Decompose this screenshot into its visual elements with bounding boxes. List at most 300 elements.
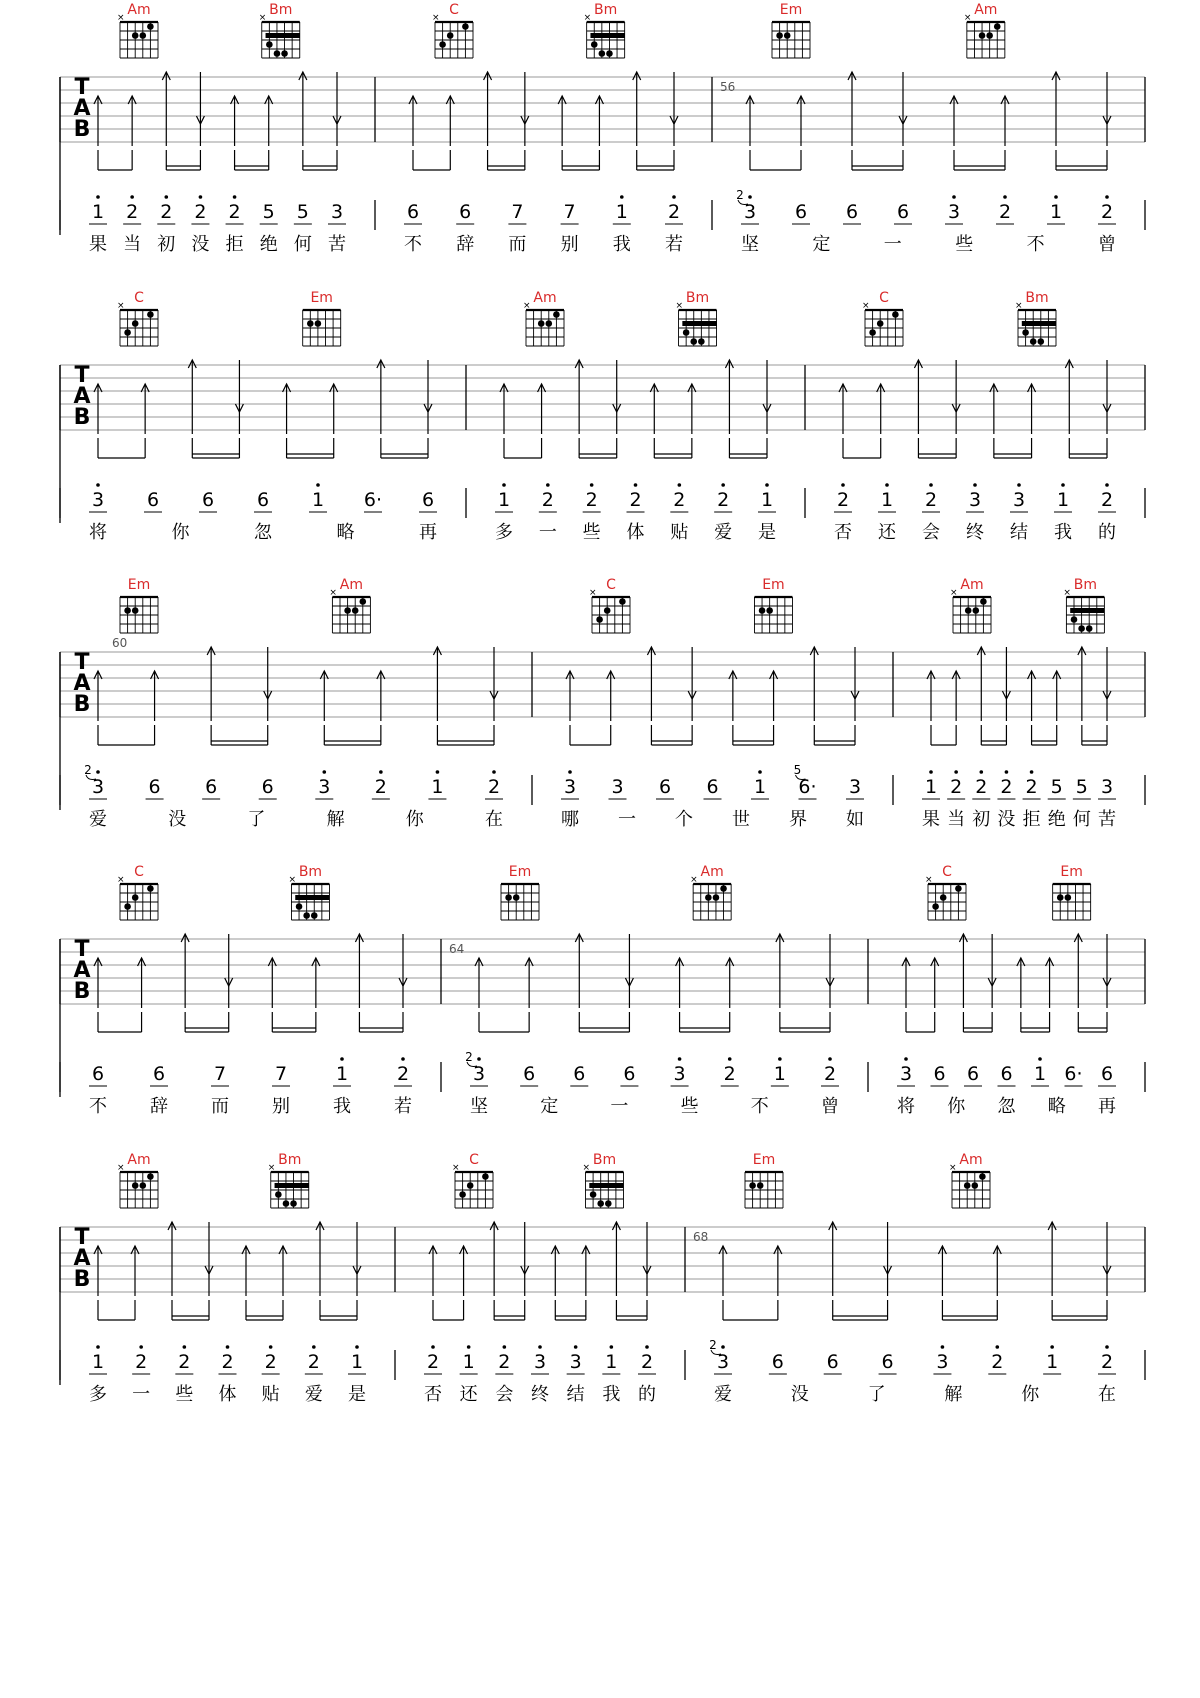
- chord-name: Bm: [1073, 577, 1098, 593]
- jianpu-note: [922, 483, 940, 512]
- jianpu-note: [254, 489, 272, 512]
- system-svg: [0, 0, 1200, 300]
- lyric-char: 坚: [470, 1096, 488, 1117]
- note-number: 6: [658, 776, 672, 798]
- jianpu-note: [428, 770, 446, 799]
- note-number: 1: [1056, 489, 1070, 511]
- note-number: 6: [152, 1063, 166, 1085]
- jianpu-note: [404, 201, 422, 224]
- jianpu-note: [671, 1057, 689, 1086]
- lyric-char: 世: [732, 809, 750, 830]
- strum-down-arrow-icon: [1103, 72, 1111, 146]
- chord-name: C: [879, 290, 889, 306]
- lyric-char: 解: [944, 1384, 963, 1405]
- system-svg: [0, 288, 1200, 588]
- note-number: 6: [881, 1351, 894, 1373]
- svg-text:×: ×: [267, 1163, 276, 1173]
- svg-text:×: ×: [1015, 301, 1023, 311]
- strum-up-arrow-icon: [977, 647, 985, 721]
- lyric-char: 没: [168, 809, 187, 830]
- strum-up-arrow-icon: [829, 1222, 837, 1296]
- jianpu-note: [89, 195, 107, 224]
- strum-down-arrow-icon: [264, 647, 272, 721]
- chord-name: Am: [960, 577, 984, 593]
- lyric-char: 不: [404, 234, 422, 255]
- jianpu-note: [191, 195, 209, 224]
- lyric-char: 坚: [741, 234, 759, 255]
- note-number: 6: [966, 1063, 980, 1085]
- lyric-char: 在: [1098, 1384, 1116, 1405]
- note-number: 3: [318, 776, 331, 798]
- chord-name: Bm: [685, 290, 710, 306]
- note-number: 6·: [798, 776, 817, 798]
- jianpu-note: [262, 1345, 280, 1374]
- lyric-char: 还: [459, 1384, 478, 1405]
- note-number: 6: [261, 776, 274, 798]
- jianpu-note: [89, 483, 107, 512]
- strum-down-arrow-icon: [490, 647, 498, 721]
- chord-name: Bm: [269, 2, 293, 18]
- lyric-char: 初: [972, 809, 991, 830]
- lyric-char: 一: [538, 522, 557, 543]
- note-number: 3: [673, 1063, 686, 1085]
- jianpu-note: [348, 1345, 366, 1374]
- note-number: 2: [667, 201, 681, 223]
- lyric-char: 爱: [714, 522, 733, 543]
- note-number: 2: [194, 201, 207, 223]
- chord-diagram-bm: [1063, 577, 1104, 633]
- jianpu-note: [1047, 195, 1065, 224]
- note-number: 3: [1100, 776, 1114, 798]
- jianpu-note: [495, 483, 513, 512]
- strum-down-arrow-icon: [353, 1222, 361, 1296]
- strum-down-arrow-icon: [521, 1222, 529, 1296]
- note-number: 6: [826, 1351, 839, 1373]
- note-number: 1: [91, 201, 105, 223]
- note-number: 6: [459, 201, 472, 223]
- note-number: 1: [605, 1351, 618, 1373]
- jianpu-note: [394, 1057, 412, 1086]
- note-number: 1: [924, 776, 938, 798]
- note-number: 3: [472, 1063, 486, 1085]
- lyric-char: 忽: [997, 1096, 1016, 1117]
- jianpu-note: [144, 489, 162, 512]
- note-number: 1: [462, 1351, 475, 1373]
- jianpu-note: [824, 1351, 842, 1374]
- tab-clef-letter: A: [73, 958, 91, 983]
- note-number: 3: [563, 776, 577, 798]
- note-number: 1: [350, 1351, 364, 1373]
- lyric-char: 忽: [254, 522, 272, 543]
- strum-down-arrow-icon: [643, 1222, 651, 1296]
- jianpu-note: [465, 1050, 488, 1086]
- chord-name: Am: [974, 2, 998, 18]
- jianpu-note: [638, 1345, 656, 1374]
- lyric-char: 我: [1054, 522, 1072, 543]
- tab-clef-letter: B: [73, 692, 91, 717]
- note-number: 6: [205, 776, 218, 798]
- lyric-char: 你: [1021, 1384, 1040, 1405]
- svg-text:×: ×: [862, 301, 870, 311]
- jianpu-note: [561, 201, 579, 224]
- chord-diagram-c: [117, 290, 158, 346]
- jianpu-note: [665, 195, 683, 224]
- strum-up-arrow-icon: [776, 934, 784, 1008]
- jianpu-note: [1073, 776, 1091, 799]
- chord-name: Am: [127, 2, 151, 18]
- jianpu-note: [485, 770, 503, 799]
- note-number: 1: [1046, 1351, 1059, 1373]
- svg-text:×: ×: [950, 588, 958, 598]
- note-number: 2: [264, 1351, 277, 1373]
- tab-clef-letter: B: [73, 979, 91, 1004]
- svg-text:×: ×: [582, 1163, 591, 1173]
- chord-name: Am: [339, 577, 364, 593]
- note-number: 2: [836, 489, 850, 511]
- jianpu-note: [1023, 770, 1041, 799]
- strum-down-arrow-icon: [1103, 1222, 1111, 1296]
- lyric-char: 不: [89, 1096, 107, 1117]
- chord-diagram-c: [862, 290, 903, 346]
- note-number: 2: [723, 1063, 736, 1085]
- jianpu-note: [846, 776, 864, 799]
- lyric-char: 将: [897, 1096, 915, 1117]
- tab-clef-letter: A: [73, 671, 91, 696]
- note-number: 6: [933, 1063, 946, 1085]
- lyric-char: 还: [878, 522, 896, 543]
- note-number: 3: [947, 201, 961, 223]
- note-number: 6: [91, 1063, 105, 1085]
- chord-diagram-c: [432, 2, 473, 58]
- note-number: 3: [91, 776, 105, 798]
- lyric-char: 否: [834, 522, 852, 543]
- lyric-char: 再: [1098, 1096, 1116, 1117]
- jianpu-note: [520, 1063, 538, 1086]
- svg-text:×: ×: [523, 301, 531, 311]
- note-number: 1: [880, 489, 894, 511]
- lyric-char: 而: [211, 1096, 229, 1117]
- strum-up-arrow-icon: [647, 647, 655, 721]
- note-number: 2: [673, 489, 686, 511]
- note-number: 3: [569, 1351, 582, 1373]
- jianpu-note: [972, 770, 990, 799]
- grace-note: 2: [465, 1050, 473, 1064]
- svg-text:×: ×: [432, 13, 440, 23]
- note-number: 1: [91, 1351, 105, 1373]
- lyric-char: 爱: [89, 809, 107, 830]
- chord-name: Em: [310, 290, 333, 306]
- jianpu-note: [372, 770, 390, 799]
- note-number: 1: [773, 1063, 786, 1085]
- chord-diagram-em: [1053, 864, 1091, 920]
- note-number: 3: [968, 489, 982, 511]
- note-number: 2: [126, 201, 139, 223]
- jianpu-note: [294, 201, 312, 224]
- jianpu-note: [878, 483, 896, 512]
- jianpu-note: [1043, 1345, 1061, 1374]
- lyric-char: 结: [1010, 522, 1028, 543]
- chord-diagram-em: [745, 1152, 783, 1208]
- note-number: 2: [1000, 776, 1013, 798]
- chord-diagram-em: [303, 290, 341, 346]
- score-system: [0, 575, 1200, 875]
- lyric-char: 贴: [670, 522, 689, 543]
- tab-clef-letter: T: [74, 937, 90, 962]
- lyric-char: 苦: [328, 234, 346, 255]
- strum-down-arrow-icon: [1103, 934, 1111, 1008]
- lyric-char: 一: [883, 234, 902, 255]
- chord-diagram-bm: [268, 1152, 309, 1208]
- jianpu-note: [150, 1063, 168, 1086]
- strum-down-arrow-icon: [851, 647, 859, 721]
- lyric-char: 一: [610, 1096, 629, 1117]
- chord-diagram-bm: [583, 1152, 624, 1208]
- note-number: 7: [563, 201, 576, 223]
- note-number: 3: [899, 1063, 913, 1085]
- note-number: 2: [1100, 489, 1114, 511]
- jianpu-note: [771, 1057, 789, 1086]
- jianpu-note: [1010, 483, 1028, 512]
- strum-up-arrow-icon: [484, 72, 492, 146]
- note-number: 6: [623, 1063, 636, 1085]
- lyric-char: 何: [293, 234, 312, 255]
- score-system: [0, 862, 1200, 1162]
- note-number: 1: [497, 489, 511, 511]
- measure-number: 68: [693, 1230, 709, 1244]
- jianpu-note: [132, 1345, 150, 1374]
- jianpu-note: [272, 1063, 290, 1086]
- note-number: 2: [541, 489, 554, 511]
- chord-name: Bm: [278, 1152, 302, 1168]
- svg-text:×: ×: [258, 13, 267, 23]
- lyric-char: 再: [419, 522, 437, 543]
- lyric-char: 绝: [1047, 809, 1066, 830]
- lyric-char: 爱: [714, 1384, 732, 1405]
- strum-up-arrow-icon: [1065, 360, 1073, 434]
- chord-diagram-am: [329, 577, 370, 633]
- lyric-char: 拒: [1022, 809, 1041, 830]
- note-number: 5: [262, 201, 275, 223]
- note-number: 6: [794, 201, 808, 223]
- note-number: 6: [845, 201, 859, 223]
- lyric-char: 别: [272, 1096, 290, 1117]
- lyric-char: 些: [582, 522, 601, 543]
- chord-diagram-bm: [288, 864, 329, 920]
- jianpu-note: [226, 195, 244, 224]
- chord-diagram-bm: [584, 2, 625, 58]
- note-number: 3: [936, 1351, 949, 1373]
- strum-down-arrow-icon: [884, 1222, 892, 1296]
- strum-up-arrow-icon: [959, 934, 967, 1008]
- lyric-char: 你: [947, 1096, 966, 1117]
- jianpu-note: [89, 1063, 107, 1086]
- note-number: 6: [406, 201, 420, 223]
- lyric-char: 不: [750, 1096, 769, 1117]
- lyric-char: 而: [508, 234, 527, 255]
- jianpu-note: [460, 1345, 478, 1374]
- jianpu-note: [1031, 1057, 1049, 1086]
- chord-name: C: [469, 1152, 479, 1168]
- note-number: 2: [160, 201, 173, 223]
- tab-clef-letter: T: [74, 650, 90, 675]
- strum-down-arrow-icon: [826, 934, 834, 1008]
- tab-clef-letter: B: [73, 117, 91, 142]
- chord-name: Am: [959, 1152, 983, 1168]
- jianpu-note: [175, 1345, 193, 1374]
- jianpu-note: [1048, 776, 1066, 799]
- jianpu-note: [947, 770, 965, 799]
- svg-text:×: ×: [452, 1163, 460, 1173]
- jianpu-note: [794, 763, 817, 799]
- lyric-char: 拒: [225, 234, 244, 255]
- strum-down-arrow-icon: [899, 72, 907, 146]
- strum-up-arrow-icon: [181, 934, 189, 1008]
- lyric-char: 终: [531, 1384, 549, 1405]
- note-number: 1: [753, 776, 767, 798]
- strum-down-arrow-icon: [399, 934, 407, 1008]
- jianpu-note: [561, 770, 579, 799]
- note-number: 1: [760, 489, 774, 511]
- note-number: 3: [1012, 489, 1026, 511]
- strum-up-arrow-icon: [725, 360, 733, 434]
- lyric-char: 果: [89, 234, 107, 255]
- chord-name: Am: [533, 290, 557, 306]
- chord-diagram-am: [949, 1152, 990, 1208]
- jianpu-note: [570, 1063, 588, 1086]
- grace-note: 2: [736, 188, 744, 202]
- lyric-char: 果: [922, 809, 940, 830]
- note-number: 3: [330, 201, 344, 223]
- note-number: 5: [1075, 776, 1088, 798]
- note-number: 6: [421, 489, 435, 511]
- lyric-char: 你: [171, 522, 190, 543]
- jianpu-note: [305, 1345, 323, 1374]
- svg-text:×: ×: [329, 588, 337, 598]
- lyric-char: 贴: [261, 1384, 280, 1405]
- note-number: 2: [228, 201, 241, 223]
- jianpu-note: [567, 1345, 585, 1374]
- note-number: 2: [640, 1351, 654, 1373]
- strum-up-arrow-icon: [1074, 934, 1082, 1008]
- strum-down-arrow-icon: [670, 72, 678, 146]
- strum-up-arrow-icon: [168, 1222, 176, 1296]
- lyric-char: 没: [997, 809, 1016, 830]
- lyric-char: 绝: [259, 234, 278, 255]
- tab-clef-letter: B: [73, 1267, 91, 1292]
- jianpu-note: [945, 195, 963, 224]
- jianpu-note: [769, 1351, 787, 1374]
- chord-name: Bm: [592, 1152, 617, 1168]
- jianpu-note: [613, 195, 631, 224]
- strum-down-arrow-icon: [1103, 360, 1111, 434]
- system-svg: [0, 862, 1200, 1162]
- tab-clef-letter: A: [73, 1246, 91, 1271]
- jianpu-note: [964, 1063, 982, 1086]
- strum-up-arrow-icon: [633, 72, 641, 146]
- note-number: 2: [1100, 201, 1114, 223]
- note-number: 1: [335, 1063, 349, 1085]
- jianpu-note: [792, 201, 810, 224]
- lyric-char: 略: [1047, 1096, 1066, 1117]
- system-svg: [0, 1150, 1200, 1450]
- note-number: 2: [307, 1351, 320, 1373]
- lyric-char: 爱: [304, 1384, 323, 1405]
- svg-text:×: ×: [1063, 588, 1071, 598]
- jianpu-note: [670, 483, 688, 512]
- strum-down-arrow-icon: [988, 934, 996, 1008]
- lyric-char: 否: [424, 1384, 442, 1405]
- note-number: 6: [146, 489, 160, 511]
- svg-text:×: ×: [117, 13, 125, 23]
- lyric-char: 哪: [561, 809, 579, 830]
- lyric-char: 没: [790, 1384, 809, 1405]
- note-number: 2: [991, 1351, 1004, 1373]
- strum-down-arrow-icon: [952, 360, 960, 434]
- strum-down-arrow-icon: [424, 360, 432, 434]
- jianpu-note: [834, 483, 852, 512]
- chord-name: Em: [752, 1152, 776, 1168]
- strum-down-arrow-icon: [613, 360, 621, 434]
- note-number: 3: [533, 1351, 547, 1373]
- note-number: 6: [1000, 1063, 1013, 1085]
- jianpu-note: [758, 483, 776, 512]
- lyric-char: 何: [1072, 809, 1091, 830]
- jianpu-note: [456, 201, 474, 224]
- note-number: 2: [975, 776, 988, 798]
- lyric-char: 没: [191, 234, 210, 255]
- lyric-char: 当: [123, 234, 142, 255]
- lyric-char: 一: [618, 809, 636, 830]
- lyric-char: 若: [394, 1096, 412, 1117]
- note-number: 1: [615, 201, 628, 223]
- note-number: 2: [998, 201, 1012, 223]
- jianpu-note: [89, 1345, 107, 1374]
- lyric-char: 略: [336, 522, 355, 543]
- note-number: 2: [178, 1351, 191, 1373]
- jianpu-note: [897, 1057, 915, 1086]
- jianpu-note: [333, 1057, 351, 1086]
- jianpu-note: [1054, 483, 1072, 512]
- chord-name: Em: [762, 577, 785, 593]
- jianpu-note: [922, 770, 940, 799]
- jianpu-note: [260, 201, 278, 224]
- jianpu-note: [998, 1063, 1016, 1086]
- tab-clef-letter: A: [73, 96, 91, 121]
- lyric-char: 些: [955, 234, 974, 255]
- tab-clef-letter: A: [73, 384, 91, 409]
- tab-clef-letter: T: [74, 1225, 90, 1250]
- note-number: 6: [256, 489, 270, 511]
- strum-down-arrow-icon: [235, 360, 243, 434]
- strum-up-arrow-icon: [1078, 647, 1086, 721]
- jianpu-note: [495, 1345, 513, 1374]
- chord-name: C: [942, 864, 952, 880]
- jianpu-note: [419, 489, 437, 512]
- strum-down-arrow-icon: [225, 934, 233, 1008]
- jianpu-note: [704, 776, 722, 799]
- strum-up-arrow-icon: [377, 360, 385, 434]
- jianpu-note: [843, 201, 861, 224]
- note-number: 2: [1100, 1351, 1114, 1373]
- note-number: 1: [431, 776, 444, 798]
- note-number: 2: [1025, 776, 1038, 798]
- chord-name: Am: [700, 864, 724, 880]
- chord-diagram-bm: [1015, 290, 1056, 346]
- chord-diagram-am: [950, 577, 991, 633]
- svg-text:×: ×: [963, 13, 972, 23]
- strum-down-arrow-icon: [196, 72, 204, 146]
- chord-diagram-am: [117, 2, 158, 58]
